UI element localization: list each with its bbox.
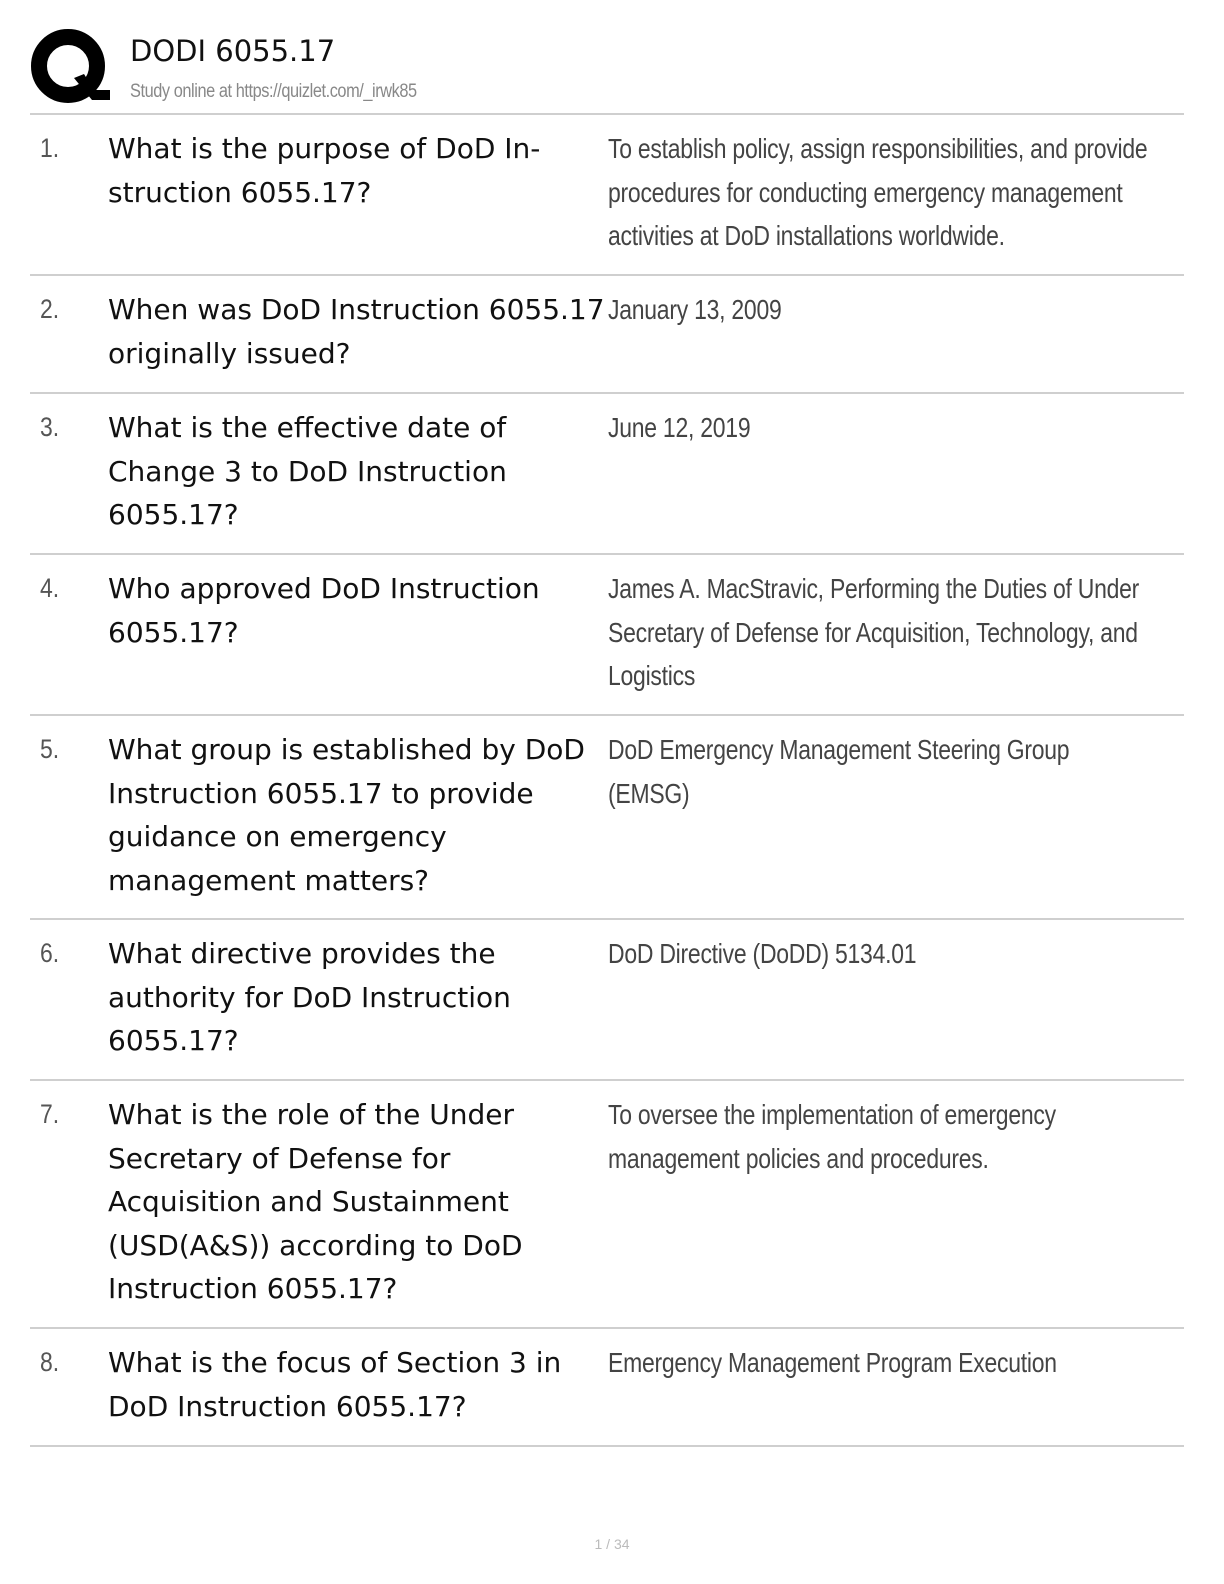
card-definition: DoD Directive (DoDD) 5134.01 [608, 938, 917, 969]
card-number: 8. [40, 1347, 60, 1377]
card-divider [30, 553, 1184, 555]
quizlet-logo-icon [30, 28, 110, 108]
card-term: When was DoD Instruction 6055.17 originally issued? [108, 293, 605, 370]
card-number: 6. [40, 938, 60, 968]
card-definition: DoD Emergency Management Steering Group (EMSG) [608, 734, 1070, 809]
card-divider [30, 1327, 1184, 1329]
card-number: 5. [40, 734, 60, 764]
study-online-link[interactable]: Study online at https://quizlet.com/_irwk85 [130, 81, 417, 102]
card-number: 4. [40, 573, 60, 603]
card-number: 7. [40, 1099, 60, 1129]
card-divider [30, 1079, 1184, 1081]
card-definition: To establish policy, assign responsibilities, and provide procedures for conducting emergency management activities at DoD installations worldwide. [608, 133, 1148, 251]
set-title: DODI 6055.17 [130, 34, 336, 68]
card-divider [30, 918, 1184, 920]
card-term: What is the role of the Under Secretary of Defense for Acquisition and Sustainment (USD(A&S)) according to DoD Instruction 6055.17? [108, 1098, 523, 1305]
card-term: What directive provides the authority for DoD Instruction 6055.17? [108, 937, 511, 1057]
card-divider [30, 274, 1184, 276]
card-definition: James A. MacStravic, Performing the Duties of Under Secretary of Defense for Acquisition, Technology, and Logistics [608, 573, 1140, 691]
card-divider [30, 1445, 1184, 1447]
card-definition: June 12, 2019 [608, 412, 751, 443]
card-term: What is the purpose of DoD In-struction 6055.17? [108, 132, 541, 209]
card-term: What is the focus of Section 3 in DoD Instruction 6055.17? [108, 1346, 562, 1423]
card-definition: Emergency Management Program Execution [608, 1347, 1057, 1378]
card-definition: January 13, 2009 [608, 294, 782, 325]
card-number: 2. [40, 294, 60, 324]
card-term: What is the effective date of Change 3 to DoD Instruction 6055.17? [108, 411, 507, 531]
header-divider [30, 113, 1184, 115]
card-number: 1. [40, 133, 60, 163]
card-divider [30, 392, 1184, 394]
card-definition: To oversee the implementation of emergency management policies and procedures. [608, 1099, 1056, 1174]
card-term: Who approved DoD Instruction 6055.17? [108, 572, 540, 649]
card-number: 3. [40, 412, 60, 442]
page-indicator: 1 / 34 [594, 1536, 630, 1552]
card-term: What group is established by DoD Instruction 6055.17 to provide guidance on emergency management matters? [108, 733, 585, 897]
page-header [30, 28, 1184, 114]
card-divider [30, 714, 1184, 716]
